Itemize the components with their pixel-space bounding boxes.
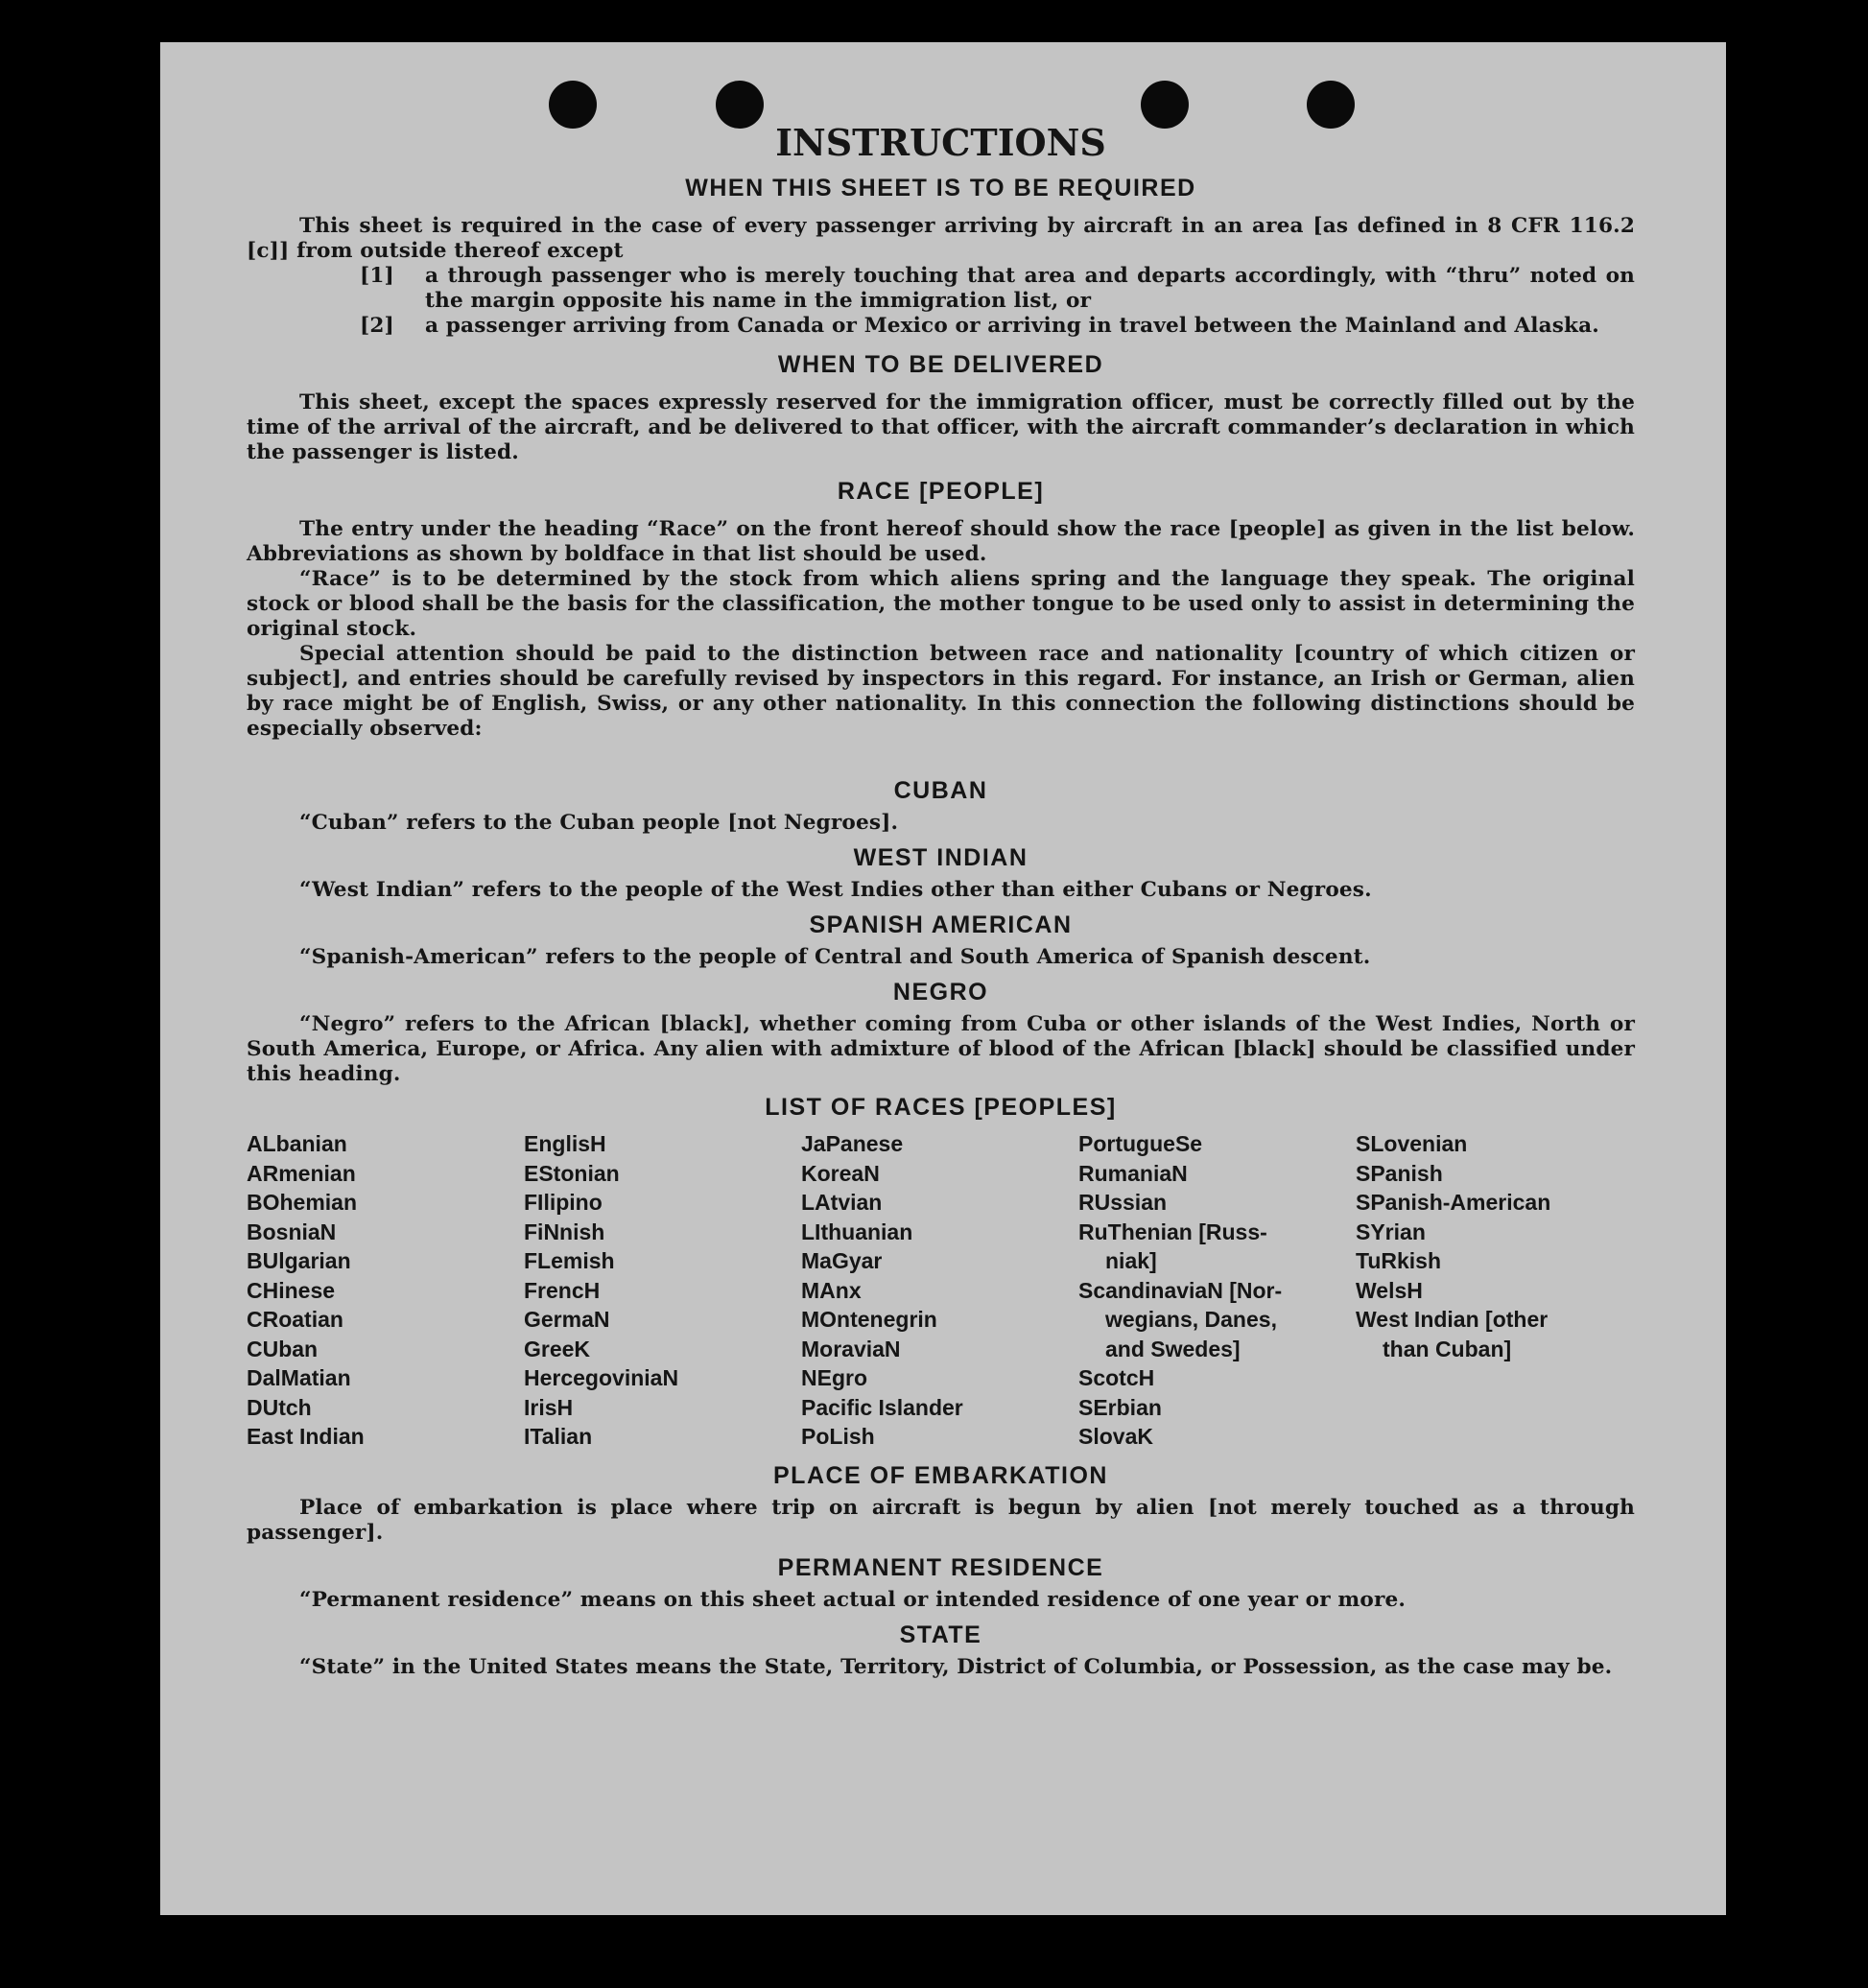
heading-when-required: WHEN THIS SHEET IS TO BE REQUIRED <box>685 175 1196 201</box>
heading-west-indian: WEST INDIAN <box>853 844 1029 871</box>
races-column <box>524 1129 801 1452</box>
heading-negro: NEGRO <box>892 979 989 1006</box>
race-item: GreeK <box>524 1336 591 1361</box>
race-item: RuThenian [Russ- <box>1078 1219 1267 1244</box>
punch-hole-4 <box>1307 81 1355 129</box>
race-paragraph-2: “Race” is to be determined by the stock from which aliens spring and the language they speak. The original stock or blood shall be the basis for the classification, the mother tongue to be used only to assist in determining the original stock. <box>247 567 1635 641</box>
race-item: East Indian <box>247 1424 365 1449</box>
race-item: ALbanian <box>247 1131 347 1156</box>
race-item: MoraviaN <box>801 1336 901 1361</box>
heading-when-delivered: WHEN TO BE DELIVERED <box>777 351 1104 378</box>
exception-text: a through passenger who is merely touching that area and departs accordingly, with “thru” noted on the margin opposite his name in the immigration list, or <box>425 264 1635 313</box>
race-item: IrisH <box>524 1394 574 1420</box>
punch-hole-2 <box>716 81 764 129</box>
race-item: BosniaN <box>247 1219 337 1244</box>
race-item: ScandinaviaN [Nor- <box>1078 1277 1283 1303</box>
punch-hole-1 <box>549 81 597 129</box>
required-intro: This sheet is required in the case of every passenger arriving by aircraft in an area [as defined in 8 CFR 116.2 [c]] from outside thereof except <box>247 214 1635 263</box>
heading-spanish-american: SPANISH AMERICAN <box>809 911 1073 938</box>
spanish-american-text: “Spanish-American” refers to the people of Central and South America of Spanish descent. <box>299 945 1371 969</box>
race-item: wegians, Danes, <box>1105 1307 1277 1332</box>
exception-number: [1] <box>360 264 394 288</box>
west-indian-text: “West Indian” refers to the people of the West Indies other than either Cubans or Negroes. <box>299 878 1372 902</box>
races-column <box>1078 1129 1356 1452</box>
race-item: JaPanese <box>801 1131 904 1156</box>
race-item: MaGyar <box>801 1248 883 1273</box>
document-sheet <box>160 42 1726 1915</box>
race-item: MAnx <box>801 1277 862 1303</box>
exception-number: [2] <box>360 314 394 338</box>
race-item: PoLish <box>801 1424 875 1449</box>
race-item: MOntenegrin <box>801 1307 937 1332</box>
race-item: niak] <box>1105 1248 1157 1273</box>
race-item: ITalian <box>524 1424 593 1449</box>
page-title: INSTRUCTIONS <box>775 121 1106 164</box>
exception-item <box>360 264 1635 314</box>
race-item: ARmenian <box>247 1160 356 1186</box>
punch-hole-3 <box>1141 81 1189 129</box>
race-paragraph-3: Special attention should be paid to the distinction between race and nationality [country of which citizen or subject], and entries should be carefully revised by inspectors in this regard. For instance, an Irish or German, alien by race might be of English, Swiss, or any other nationality. In this connection the following distinctions should be especially observed: <box>247 642 1635 741</box>
race-item: SYrian <box>1356 1219 1426 1244</box>
race-item: SPanish-American <box>1356 1190 1551 1215</box>
race-item: CHinese <box>247 1277 336 1303</box>
race-item: TuRkish <box>1356 1248 1442 1273</box>
race-item: West Indian [other <box>1356 1307 1549 1332</box>
race-item: Pacific Islander <box>801 1394 963 1420</box>
race-item: than Cuban] <box>1383 1336 1512 1361</box>
race-item: GermaN <box>524 1307 610 1332</box>
races-column <box>1356 1129 1633 1452</box>
race-item: and Swedes] <box>1105 1336 1241 1361</box>
race-item: LAtvian <box>801 1190 883 1215</box>
race-item: FIlipino <box>524 1190 603 1215</box>
race-item: EStonian <box>524 1160 620 1186</box>
heading-list-of-races: LIST OF RACES [PEOPLES] <box>765 1094 1117 1121</box>
heading-race: RACE [PEOPLE] <box>837 478 1045 505</box>
embarkation-text: Place of embarkation is place where trip on aircraft is begun by alien [not merely touched as a through passenger]. <box>247 1495 1635 1545</box>
exception-item <box>360 314 1635 339</box>
race-item: CUban <box>247 1336 319 1361</box>
race-item: ScotcH <box>1078 1365 1155 1390</box>
state-text: “State” in the United States means the State, Territory, District of Columbia, or Possession, as the case may be. <box>299 1654 1613 1679</box>
race-item: CRoatian <box>247 1307 343 1332</box>
heading-place-of-embarkation: PLACE OF EMBARKATION <box>773 1461 1108 1489</box>
race-item: SLovenian <box>1356 1131 1468 1156</box>
race-item: FLemish <box>524 1248 615 1273</box>
race-item: KoreaN <box>801 1160 880 1186</box>
race-item: FiNnish <box>524 1219 605 1244</box>
race-item: RUssian <box>1078 1190 1168 1215</box>
heading-cuban: CUBAN <box>893 777 988 804</box>
negro-text: “Negro” refers to the African [black], whether coming from Cuba or other islands of the West Indies, North or South America, Europe, or Africa. Any alien with admixture of blood of the African [black] should be classified under this heading. <box>247 1012 1635 1086</box>
races-list <box>247 1129 1635 1452</box>
residence-text: “Permanent residence” means on this sheet actual or intended residence of one year or more. <box>299 1587 1407 1612</box>
race-item: LIthuanian <box>801 1219 913 1244</box>
cuban-text: “Cuban” refers to the Cuban people [not Negroes]. <box>299 811 899 835</box>
race-paragraph-1: The entry under the heading “Race” on the front hereof should show the race [people] as given in the list below. Abbreviations as shown by boldface in that list should be used. <box>247 517 1635 566</box>
race-item: WelsH <box>1356 1277 1423 1303</box>
race-item: EnglisH <box>524 1131 606 1156</box>
heading-permanent-residence: PERMANENT RESIDENCE <box>777 1553 1104 1581</box>
race-item: BUlgarian <box>247 1248 351 1273</box>
heading-state: STATE <box>899 1621 982 1648</box>
race-item: NEgro <box>801 1365 867 1390</box>
delivered-text: This sheet, except the spaces expressly reserved for the immigration officer, must be correctly filled out by the time of the arrival of the aircraft, and be delivered to that officer, with the aircraft commander’s declaration in which the passenger is listed. <box>247 390 1635 464</box>
race-item: RumaniaN <box>1078 1160 1188 1186</box>
race-item: DUtch <box>247 1394 312 1420</box>
race-item: PortugueSe <box>1078 1131 1203 1156</box>
race-item: HercegoviniaN <box>524 1365 679 1390</box>
race-item: BOhemian <box>247 1190 358 1215</box>
race-item: SErbian <box>1078 1394 1162 1420</box>
races-column <box>247 1129 524 1452</box>
race-item: SPanish <box>1356 1160 1443 1186</box>
race-item: DalMatian <box>247 1365 351 1390</box>
race-item: SlovaK <box>1078 1424 1153 1449</box>
races-column <box>801 1129 1078 1452</box>
exception-text: a passenger arriving from Canada or Mexico or arriving in travel between the Mainland and Alaska. <box>425 314 1599 338</box>
race-item: FrencH <box>524 1277 601 1303</box>
